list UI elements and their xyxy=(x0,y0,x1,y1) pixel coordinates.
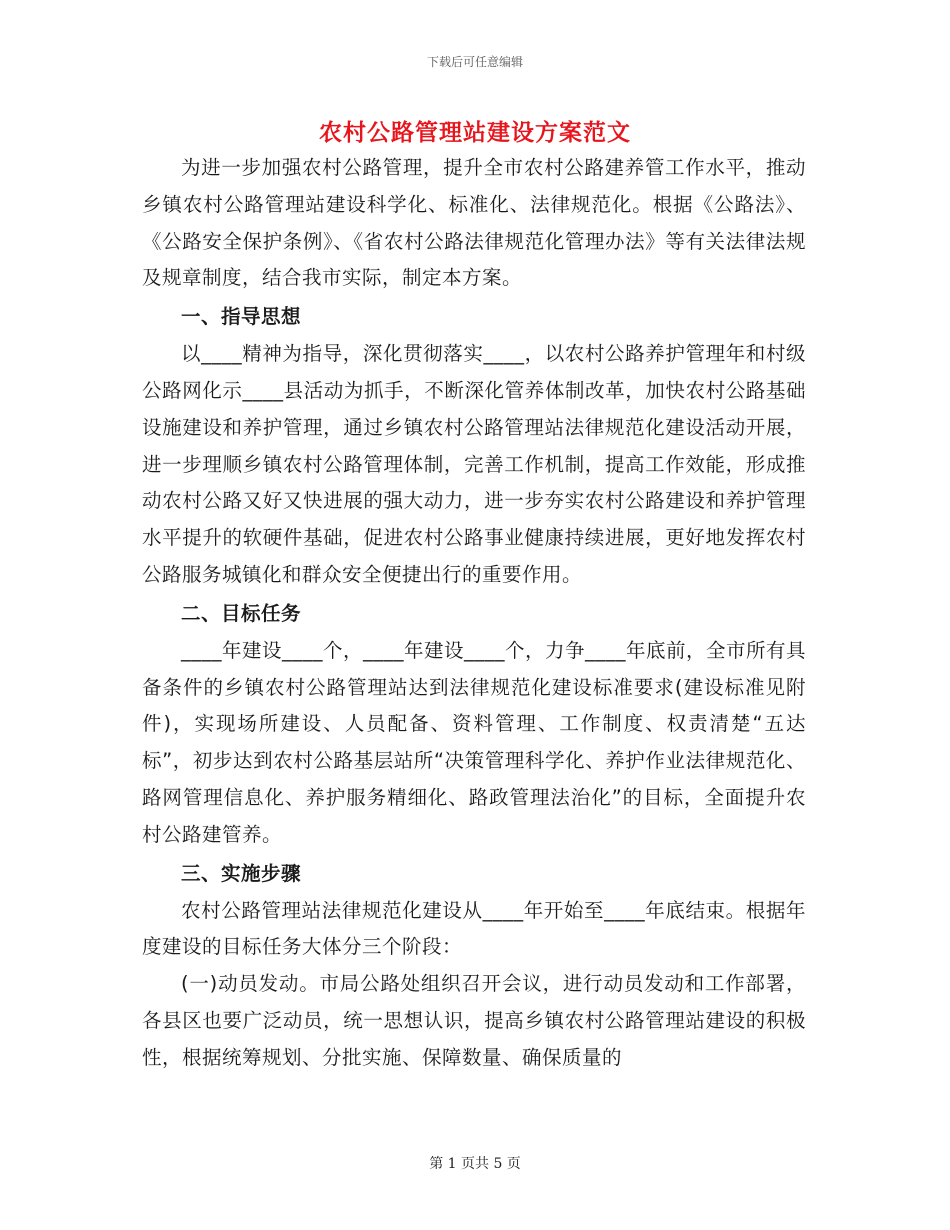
intro-paragraph: 为进一步加强农村公路管理，提升全市农村公路建养管工作水平，推动乡镇农村公路管理站建设科学化、标准化、法律规范化。根据《公路法》、《公路安全保护条例》、《省农村公路法律规范化管理办法》等有关法律法规及规章制度，结合我市实际，制定本方案。 xyxy=(142,156,806,290)
mobilization-paragraph: (一)动员发动。市局公路处组织召开会议，进行动员发动和工作部署，各县区也要广泛动员，统一思想认识，提高乡镇农村公路管理站建设的积极性，根据统筹规划、分批实施、保障数量、确保质量的 xyxy=(142,972,806,1069)
section-heading-goals: 二、目标任务 xyxy=(181,601,302,625)
page-number: 第 1 页共 5 页 xyxy=(429,1156,521,1172)
header-note: 下载后可任意编辑 xyxy=(426,55,523,69)
document-title: 农村公路管理站建设方案范文 xyxy=(319,120,631,146)
section-heading-steps: 三、实施步骤 xyxy=(181,861,302,885)
steps-paragraph: 农村公路管理站法律规范化建设从____年开始至____年底结束。根据年度建设的目标任务大体分三个阶段： xyxy=(142,898,806,959)
guiding-thought-paragraph: 以____精神为指导，深化贯彻落实____，以农村公路养护管理年和村级公路网化示____县活动为抓手，不断深化管养体制改革，加快农村公路基础设施建设和养护管理，通过乡镇农村公路管理站法律规范化建设活动开展，进一步理顺乡镇农村公路管理体制，完善工作机制，提高工作效能，形成推动农村公路又好又快进展的强大动力，进一步夯实农村公路建设和养护管理水平提升的软硬件基础，促进农村公路事业健康持续进展，更好地发挥农村公路服务城镇化和群众安全便捷出行的重要作用。 xyxy=(142,342,806,586)
goals-paragraph: ____年建设____个，____年建设____个，力争____年底前，全市所有具备条件的乡镇农村公路管理站达到法律规范化建设标准要求(建设标准见附件)，实现场所建设、人员配备、资料管理、工作制度、权责清楚“五达标”，初步达到农村公路基层站所“决策管理科学化、养护作业法律规范化、路网管理信息化、养护服务精细化、路政管理法治化”的目标，全面提升农村公路建管养。 xyxy=(142,638,807,846)
document-body xyxy=(142,150,806,1077)
section-heading-guiding-thought: 一、指导思想 xyxy=(181,305,302,329)
